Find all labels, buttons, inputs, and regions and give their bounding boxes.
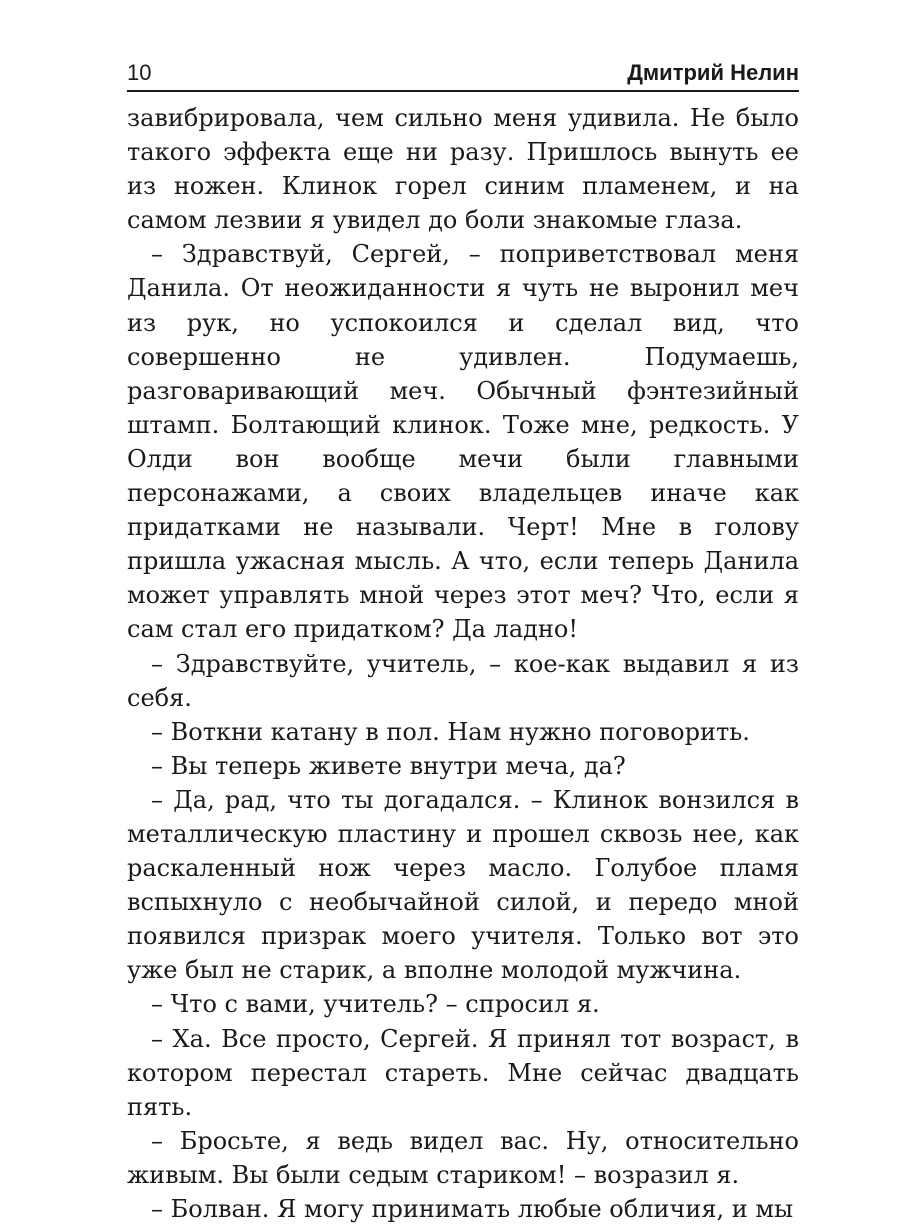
paragraph: – Что с вами, учитель? – спросил я. — [151, 990, 600, 1019]
paragraph: – Вы теперь живете внутри меча, да? — [151, 751, 626, 780]
paragraph: – Болван. Я могу принимать любые обличия, и мы — [151, 1195, 794, 1223]
paragraph: – Ха. Все просто, Сергей. Я принял тот возраст, в котором перестал стареть. Мне сейчас двадцать пять. — [127, 1024, 799, 1121]
page-header — [127, 58, 799, 90]
page-number: 10 — [127, 60, 152, 85]
header-rule — [127, 90, 799, 92]
paragraph: – Да, рад, что ты догадался. – Клинок вонзился в металлическую пластину и прошел сквозь нее, как раскаленный нож через масло. Голубое пламя вспыхнуло с необычайной силой, и передо мной появился призрак моего учителя. Только вот это уже был не старик, а вполне молодой мужчина. — [127, 785, 799, 985]
paragraph: – Здравствуй, Сергей, – поприветствовал меня Данила. От неожиданности я чуть не выронил меч из рук, но успокоился и сделал вид, что совершенно не удивлен. Подумаешь, разговаривающий меч. Обычный фэнтезийный штамп. Болтающий клинок. Тоже мне, редкость. У Олди вон вообще мечи были главными персонажами, а своих владельцев иначе как придатками не называли. Черт! Мне в голову пришла ужасная мысль. А что, если теперь Данила может управлять мной через этот меч? Что, если я сам стал его придатком? Да ладно! — [127, 240, 799, 644]
paragraph: – Здравствуйте, учитель, – кое-как выдавил я из себя. — [127, 649, 799, 712]
author-running-head: Дмитрий Нелин — [627, 60, 799, 85]
paragraph: – Бросьте, я ведь видел вас. Ну, относительно живым. Вы были седым стариком! – возразил я. — [127, 1126, 799, 1189]
body-text — [127, 101, 799, 1226]
paragraph: завибрировала, чем сильно меня удивила. Не было такого эффекта еще ни разу. Пришлось вынуть ее из ножен. Клинок горел синим пламенем, и на самом лезвии я увидел до боли знакомые глаза. — [127, 104, 799, 235]
paragraph: – Воткни катану в пол. Нам нужно поговорить. — [151, 717, 750, 746]
